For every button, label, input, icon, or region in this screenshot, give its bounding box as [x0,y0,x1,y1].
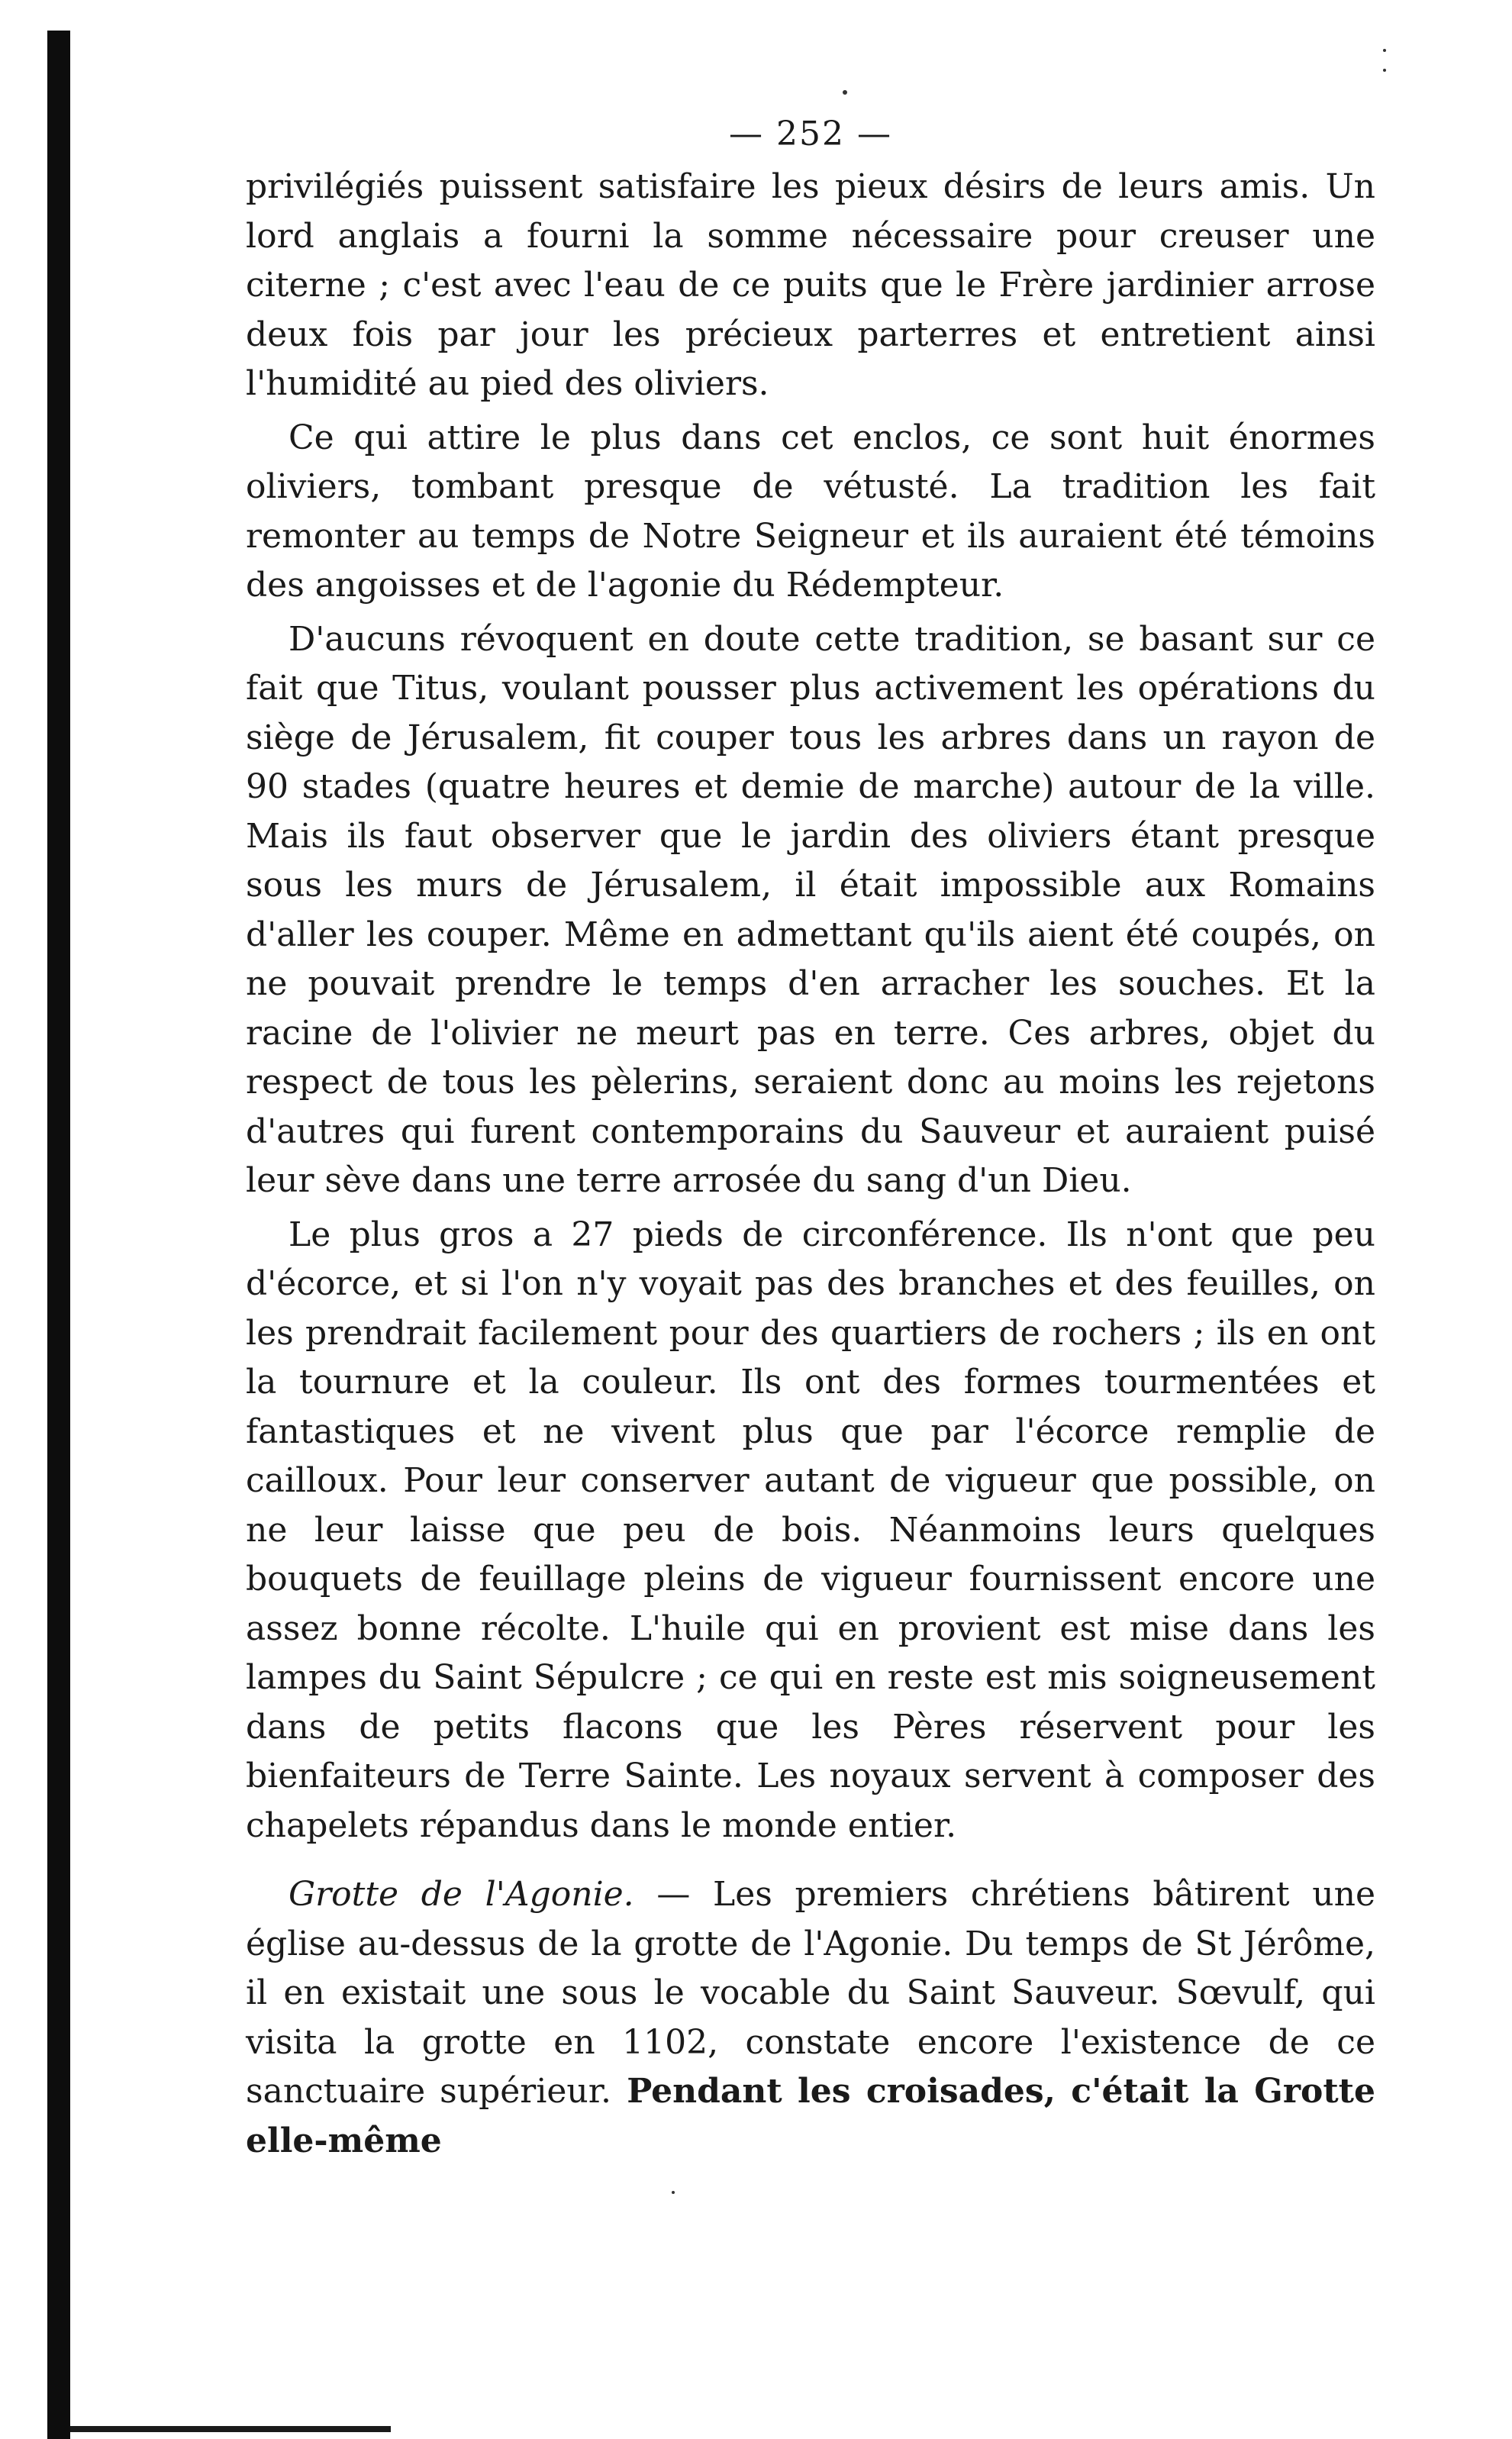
section-tail: Pendant les croisades, c'était la Grotte elle-même [246,2072,1375,2160]
ink-speck [1383,49,1386,52]
paragraph-1: privilégiés puissent satisfaire les pieux désirs de leurs amis. Un lord anglais a fourni la somme nécessaire pour creuser une citerne ; c'est avec l'eau de ce puits que le Frère jardinier arrose deux fois par jour les précieux parterres et entretient ainsi l'humidité au pied des oliviers. [246,167,1375,403]
book-page [246,115,1375,2170]
binding-edge-foot [70,2426,391,2432]
section-gap [246,1855,1375,1870]
ink-speck [672,2191,675,2194]
section-heading: Grotte de l'Agonie. [289,1875,634,1914]
section-body: — Les premiers chrétiens bâtirent une église au-dessus de la grotte de l'Agonie. Du temps de St Jérôme, il en existait une sous le vocable du Saint Sauveur. Sœvulf, qui visita la grotte en 1102, constate encore l'existence de ce sanctuaire supérieur. [246,1875,1375,2111]
page-number: — 252 — [729,115,892,153]
paragraph-2: Ce qui attire le plus dans cet enclos, ce sont huit énormes oliviers, tombant presque de vétusté. La tradition les fait remonter au temps de Notre Seigneur et ils auraient été témoins des angoisses et de l'agonie du Rédempteur. [246,418,1375,605]
paragraph-4: Le plus gros a 27 pieds de circonférence. Ils n'ont que peu d'écorce, et si l'on n'y voyait pas des branches et des feuilles, on les prendrait facilement pour des quartiers de rochers ; ils en ont la tournure et la couleur. Ils ont des formes tourmentées et fantastiques et ne vivent plus que par l'écorce remplie de cailloux. Pour leur conserver autant de vigueur que possible, on ne leur laisse que peu de bois. Néanmoins leurs quelques bouquets de feuillage pleins de vigueur fournissent encore une assez bonne récolte. L'huile qui en provient est mise dans les lampes du Saint Sépulcre ; ce qui en reste est mis soigneusement dans de petits flacons que les Pères réservent pour les bienfaiteurs de Terre Sainte. Les noyaux servent à composer des chapelets répandus dans le monde entier. [246,1215,1375,1845]
paragraph-3: D'aucuns révoquent en doute cette tradition, se basant sur ce fait que Titus, voulant pousser plus activement les opérations du siège de Jérusalem, fit couper tous les arbres dans un rayon de 90 stades (quatre heures et demie de marche) autour de la ville. Mais ils faut observer que le jardin des oliviers étant presque sous les murs de Jérusalem, il était impossible aux Romains d'aller les couper. Même en admettant qu'ils aient été coupés, on ne pouvait prendre le temps d'en arracher les souches. Et la racine de l'olivier ne meurt pas en terre. Ces arbres, objet du respect de tous les pèlerins, seraient donc au moins les rejetons d'autres qui furent contemporains du Sauveur et auraient puisé leur sève dans une terre arrosée du sang d'un Dieu. [246,619,1375,1200]
ink-speck [1383,69,1386,72]
section-grotte-agonie [246,1870,1375,2166]
binding-edge [47,31,70,2439]
ink-speck [843,90,847,95]
